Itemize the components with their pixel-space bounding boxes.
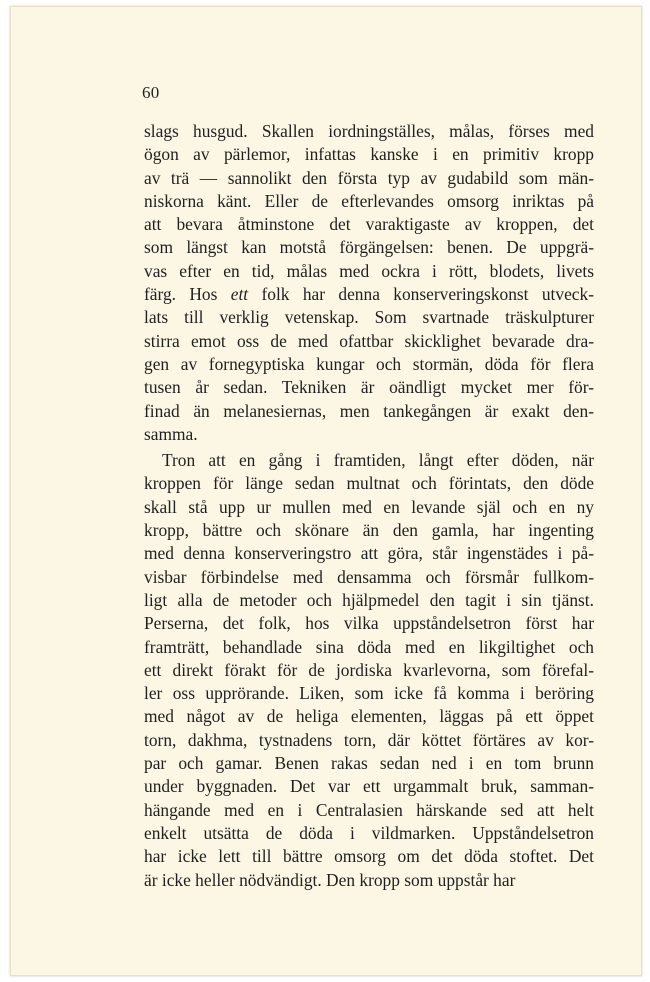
text-line: niskorna känt. Eller de efterlevandes omsorg inriktas på [144,190,594,211]
text-line: färg. Hos ett folk har denna konserveringskonst utveck- [144,284,595,305]
text-line: att bevara åtminstone det varaktigaste av kroppen, det [144,214,594,235]
text-line: med något av de heliga elementen, läggas på ett öppet [144,706,594,727]
text-line: slags husgud. Skallen iordningställes, målas, förses med [144,121,594,141]
text-line: som längst kan motstå förgängelsen: benen. De uppgrä- [144,237,594,258]
text-line: hängande med en i Centralasien härskande sed att helt [144,799,594,820]
text-line: under byggnaden. Det var ett urgammalt bruk, samman- [144,776,594,797]
text-line: är icke heller nödvändigt. Den kropp som uppstår har [144,869,516,890]
text-line: av trä — sannolikt den första typ av gudabild som män- [144,167,594,188]
text-line: par och gamar. Benen rakas sedan ned i en tom brunn [144,753,594,774]
text-line: vas efter en tid, målas med ockra i rött, blodets, livets [144,260,594,281]
text-line: har icke lett till bättre omsorg om det döda stoftet. Det [144,846,594,867]
text-line: med denna konserveringstro att göra, står ingenstädes i på- [144,543,594,564]
text-line: Tron att en gång i framtiden, långt efter döden, när [162,450,594,471]
text-line: skall stå upp ur mullen med en levande själ och en ny [144,496,594,517]
text-line: torn, dakhma, tystnadens torn, där köttet förtäres av kor- [144,729,594,750]
body-text [144,120,594,892]
text-line: visbar förbindelse med densamma och försmår fullkom- [144,566,594,587]
text-line: samma. [144,423,198,444]
paragraph [144,120,594,446]
text-line: lats till verklig vetenskap. Som svartnade träskulpturer [144,307,594,328]
text-line: kroppen för länge sedan multnat och förintats, den döde [144,473,594,494]
text-line: ler oss upprörande. Liken, som icke få komma i beröring [144,683,594,704]
text-line: ögon av pärlemor, infattas kanske i en primitiv kropp [144,144,594,165]
text-line: framträtt, behandlade sina döda med en likgiltighet och [144,636,594,657]
book-page [10,6,642,976]
text-line: kropp, bättre och skönare än den gamla, har ingenting [144,520,594,541]
page-number: 60 [142,83,160,102]
text-line: tusen år sedan. Tekniken är oändligt mycket mer för- [144,377,594,398]
text-line: ett direkt förakt för de jordiska kvarlevorna, som förefal- [144,659,594,680]
text-line: ligt alla de metoder och hjälpmedel den tagit i sin tjänst. [144,589,594,610]
text-line: enkelt utsätta de döda i vildmarken. Uppståndelsetron [144,822,594,843]
text-line: Perserna, det folk, hos vilka uppståndelsetron först har [144,613,594,634]
text-line: finad än melanesiernas, men tankegången är exakt den- [144,400,594,421]
text-line: gen av fornegyptiska kungar och stormän, döda för flera [144,353,594,374]
paragraph [144,449,594,892]
text-line: stirra emot oss de med ofattbar skicklighet bevarade dra- [144,330,594,351]
